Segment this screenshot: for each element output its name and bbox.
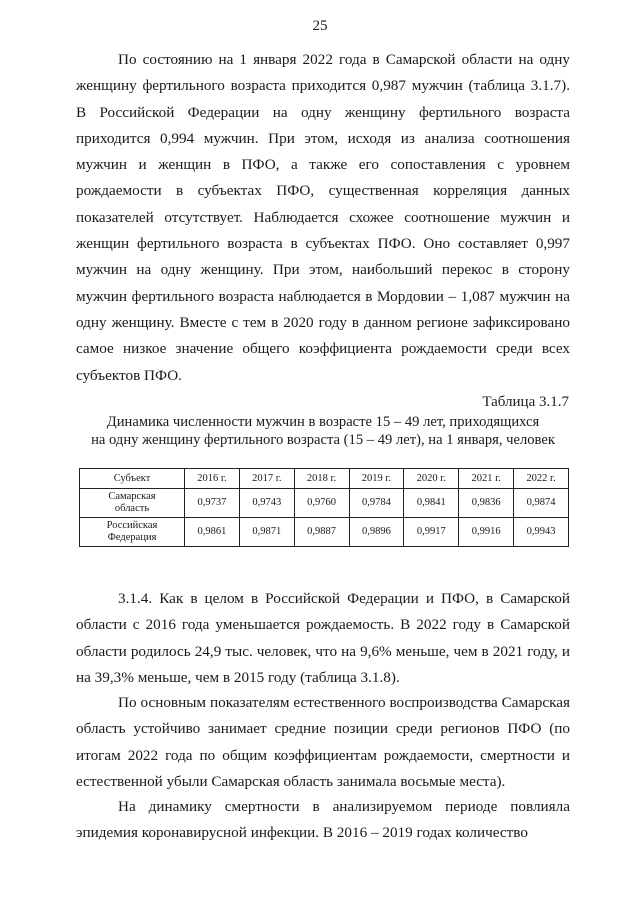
- value-cell: 0,9871: [239, 518, 294, 547]
- row-subject-line: Самарская: [108, 491, 156, 502]
- page-number: 25: [312, 18, 328, 34]
- table-row: [80, 518, 569, 547]
- value-cell: 0,9943: [514, 518, 569, 547]
- table-caption: [70, 413, 576, 449]
- row-subject-cell: [80, 489, 185, 518]
- value-cell: 0,9841: [404, 489, 459, 518]
- paragraph-mortality: На динамику смертности в анализируемом периоде повлияла эпидемия коронавирусной инфекции. В 2016 – 2019 годах количество: [76, 798, 570, 842]
- row-subject-line: Федерация: [107, 532, 157, 543]
- row-subject-line: область: [114, 503, 150, 514]
- value-cell: 0,9760: [294, 489, 349, 518]
- table-caption-line: Динамика численности мужчин в возрасте 15 – 49 лет, приходящихся: [106, 414, 540, 430]
- value-cell: 0,9916: [459, 518, 514, 547]
- row-subject-line: Российская: [106, 520, 158, 531]
- column-header-subject: Субъект: [80, 469, 185, 489]
- table-row: [80, 489, 569, 518]
- value-cell: 0,9874: [514, 489, 569, 518]
- value-cell: 0,9887: [294, 518, 349, 547]
- table-label: Таблица 3.1.7: [482, 394, 569, 410]
- sex-ratio-table: [79, 468, 569, 547]
- column-header-2020: 2020 г.: [404, 469, 459, 489]
- value-cell: 0,9737: [185, 489, 240, 518]
- paragraph-birth-rate: 3.1.4. Как в целом в Российской Федерации и ПФО, в Самарской области с 2016 года уменьшается рождаемость. В 2022 году в Самарской области родилось 24,9 тыс. человек, что на 9,6% меньше, чем в 2021 году, и на 39,3% меньше, чем в 2015 году (таблица 3.1.8).: [76, 590, 570, 686]
- column-header-2016: 2016 г.: [185, 469, 240, 489]
- value-cell: 0,9784: [349, 489, 404, 518]
- paragraph-natural-reproduction: По основным показателям естественного воспроизводства Самарская область устойчиво занимает средние позиции среди регионов ПФО (по итогам 2022 года по общим коэффициентам рождаемости, смертности и естественной убыли Самарская область занимала восьмые места).: [76, 694, 570, 790]
- value-cell: 0,9743: [239, 489, 294, 518]
- paragraph-sex-ratio: По состоянию на 1 января 2022 года в Самарской области на одну женщину фертильного возраста приходится 0,987 мужчин (таблица 3.1.7). В Российской Федерации на одну женщину фертильного возраста приходится 0,994 мужчин. При этом, исходя из анализа соотношения мужчин и женщин в ПФО, а также его сопоставления с уровнем рождаемости в субъектах ПФО, существенная корреляция данных показателей отсутствует. Наблюдается схожее соотношение мужчин и женщин фертильного возраста в субъектах ПФО. Оно составляет 0,997 мужчин на одну женщину. При этом, наибольший перекос в сторону мужчин фертильного возраста наблюдается в Мордовии – 1,087 мужчин на одну женщину. Вместе с тем в 2020 году в данном регионе зафиксировано самое низкое значение общего коэффициента рождаемости среди всех субъектов ПФО.: [76, 51, 570, 384]
- column-header-2019: 2019 г.: [349, 469, 404, 489]
- column-header-2021: 2021 г.: [459, 469, 514, 489]
- table-caption-line: на одну женщину фертильного возраста (15 – 49 лет), на 1 января, человек: [91, 432, 555, 448]
- value-cell: 0,9896: [349, 518, 404, 547]
- value-cell: 0,9861: [185, 518, 240, 547]
- column-header-2022: 2022 г.: [514, 469, 569, 489]
- table-header-row: [80, 469, 569, 489]
- row-subject-cell: [80, 518, 185, 547]
- value-cell: 0,9917: [404, 518, 459, 547]
- column-header-2018: 2018 г.: [294, 469, 349, 489]
- column-header-2017: 2017 г.: [239, 469, 294, 489]
- value-cell: 0,9836: [459, 489, 514, 518]
